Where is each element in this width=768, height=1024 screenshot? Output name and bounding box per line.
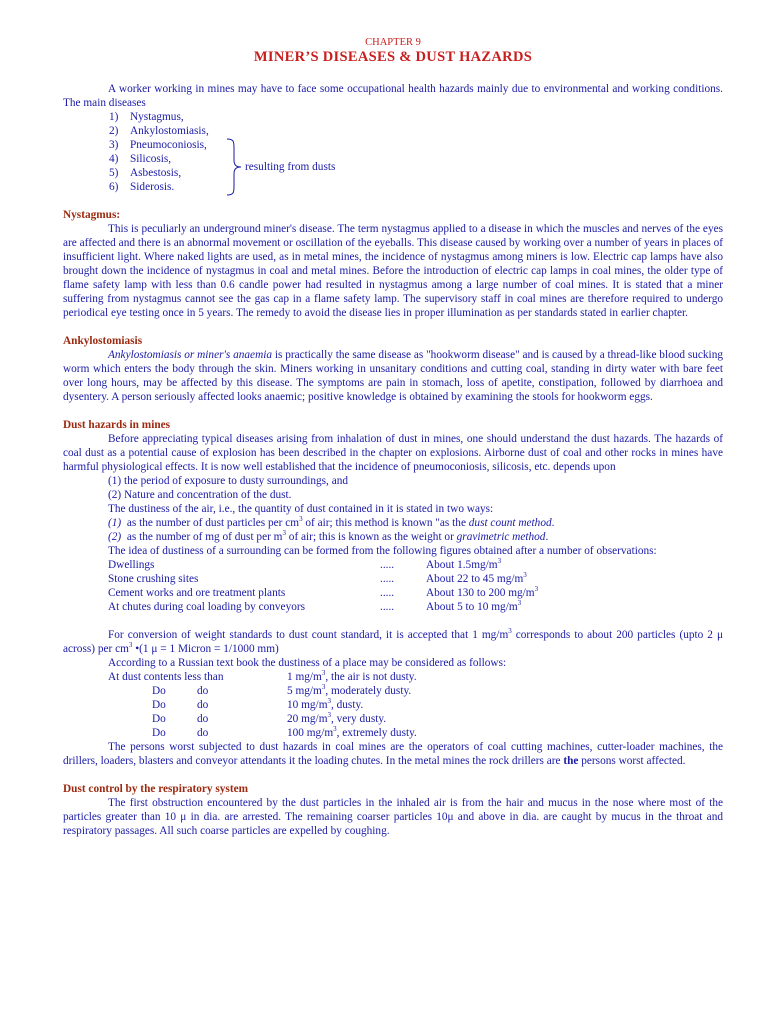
worst-affected-paragraph: The persons worst subjected to dust hazards in coal mines are the operators of coal cutting machines, cutter-loader machines, the drillers, loaders, blasters and conveyor attendants it the loading chutes. In the metal mines the rock drillers are the persons worst affected. [63,741,723,767]
dust-control-paragraph: The first obstruction encountered by the dust particles in the inhaled air is from the hair and mucus in the nose where most of the particles greater than 10 μ in dia. are arrested. The remaining coarser particles 10μ and above in dia. are caught by mucus in the throat and respiratory passages. All such coarse particles are expelled by coughing. [63,797,723,837]
section-heading-ankylostomiasis: Ankylostomiasis [63,335,143,347]
table-row: Stone crushing sites ..... About 22 to 45 $mg/m^3$ [108,571,527,585]
table-row: Do do 20 $mg/m^3$, very dusty. [152,711,387,725]
list-item: 4) Silicosis, [109,153,172,165]
table-row: Do do 5 $mg/m^3$, moderately dusty. [152,683,412,697]
dustiness-grade-table [108,670,417,740]
nystagmus-paragraph: This is peculiarly an underground miner's disease. The term nystagmus applied to a disease in which the muscles and nerves of the eyes are affected and there is an abnormal movement or oscillation of the eyeballs. This disease caused by working over a number of years in places of insufficient light. Where naked lights are used, as in metal mines, the incidence of nystagmus among miners is low. Electric cap lamps have also brought down the incidence of nystagmus in coal and metal mines. Before the introduction of electric cap lamps in coal mines, the older type of flame safety lamp with less than 0.6 candle power had resulted in nystagmus among a large number of coal mines. It is stated that a miner suffering from nystagmus cannot see the gas cap in a flame safety lamp. The supervisory staff in coal mines are therefore required to undergo periodical eye testing once in 5 years. The remedy to avoid the disease lies in proper illumination as per standards stated in earlier chapter. [63,223,723,319]
disease-list-block [63,110,723,194]
method-list [63,516,723,544]
idea-paragraph: The idea of dustiness of a surrounding can be formed from the following figures obtained after a number of observations: [108,545,657,557]
table-row: Cement works and ore treatment plants ..... About 130 to 200 $mg/m^3$ [108,585,539,599]
dust-brace-group [225,138,385,208]
chapter-label: CHAPTER 9 [365,37,421,48]
italic-lead: Ankylostomiasis or miner's anaemia [108,349,273,361]
factor-list [63,474,723,502]
section-heading-dust-hazards: Dust hazards in mines [63,419,171,431]
list-item: (2) Nature and concentration of the dust. [108,489,292,501]
dust-hazards-paragraph: Before appreciating typical diseases arising from inhalation of dust in mines, one should understand the dust hazards. The hazards of coal dust as a potential cause of explosion has been described in the chapter on explosions. Airborne dust of coal and other rocks in mines have harmful physiological effects. It is now well established that the incidence of pneumoconiosis, silicosis, etc. depends upon [63,433,723,473]
observations-table [108,558,538,614]
table-row: Dwellings ..... About $1.5mg/m^3$ [108,557,502,571]
table-row: Do do 10 $mg/m^3$, dusty. [152,697,364,711]
list-item: 3) Pneumoconiosis, [109,139,207,151]
list-item: 6) Siderosis. [109,181,175,193]
section-heading-dust-control: Dust control by the respiratory system [63,783,249,795]
table-row: At chutes during coal loading by conveyors ..... About 5 to 10 $mg/m^3$ [108,599,522,613]
dustiness-paragraph: The dustiness of the air, i.e., the quantity of dust contained in it is stated in two ways: [108,503,494,515]
list-item: 1) Nystagmus, [109,111,184,123]
ankylostomiasis-paragraph: Ankylostomiasis or miner's anaemia is practically the same disease as "hookworm disease" and is caused by a thread-like blood sucking worm which enters the body through the skin. Miners working in unsanitary conditions and cutting coal, standing in dirty water with bare feet over long hours, may be affected by this disease. The symptoms are pain in stomach, loss of apetite, constipation, followed by diarrhoea and dysentery. A person seriously affected looks anaemic; positive knowledge is obtained by examining the stools for hookworm eggs. [63,349,723,403]
list-item: 5) Asbestosis, [109,167,182,179]
list-item: (1) the period of exposure to dusty surroundings, and [108,475,349,487]
table-row: At dust contents less than 1 $mg/m^3$, the air is not dusty. [108,669,417,683]
russian-paragraph: According to a Russian text book the dustiness of a place may be considered as follows: [108,657,507,669]
intro-paragraph: A worker working in mines may have to face some occupational health hazards mainly due to environmental and working conditions. The main diseases [63,83,723,109]
list-item: (1) as the number of dust particles per $cm^3$ of air; this method is known "as the dust count method. [108,515,555,529]
conversion-paragraph: For conversion of weight standards to dust count standard, it is accepted that 1 $mg/m^3$ corresponds to about 200 particles (upto 2 μ across) per $cm^3$ •(1 μ = 1 Micron = 1/1000 mm) [63,627,724,655]
list-item: (2) as the number of mg of dust per $m^3$ of air; this is known as the weight or gravimetric method. [108,529,549,543]
page-title: MINER’S DISEASES & DUST HAZARDS [253,49,533,65]
curly-brace-icon [225,138,245,196]
document-page [63,36,723,838]
disease-list [63,110,723,194]
section-heading-nystagmus: Nystagmus: [63,209,121,221]
table-row: Do do 100 $mg/m^3$, extremely dusty. [152,725,417,739]
brace-note: resulting from dusts [245,161,336,173]
list-item: 2) Ankylostomiasis, [109,125,209,137]
